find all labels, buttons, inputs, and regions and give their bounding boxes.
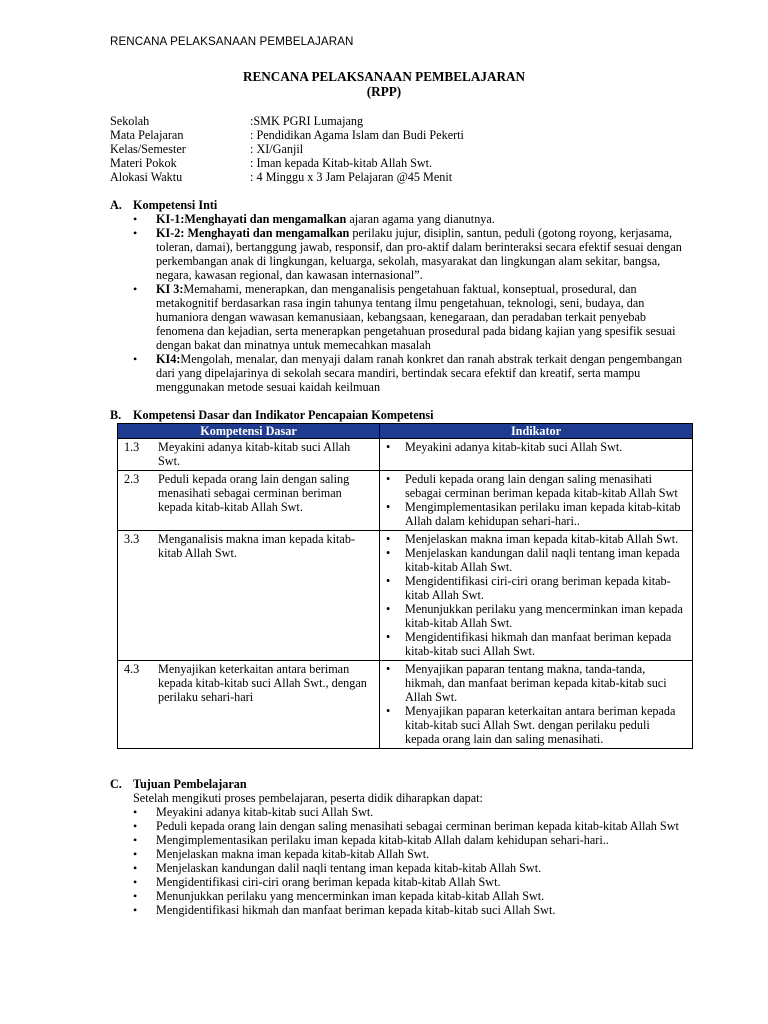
indicator-text: Mengidentifikasi hikmah dan manfaat beriman kepada kitab-kitab suci Allah Swt. xyxy=(405,630,672,658)
title-line-2: (RPP) xyxy=(366,84,402,99)
list-item xyxy=(133,819,693,833)
item-bold-lead: KI 3: xyxy=(156,282,184,296)
item-bold-lead: KI-2: Menghayati dan mengamalkan xyxy=(156,226,350,240)
list-item xyxy=(133,805,693,819)
bullet-icon: • xyxy=(133,282,138,296)
column-header-kd: Kompetensi Dasar xyxy=(118,424,380,439)
list-item xyxy=(133,847,693,861)
bullet-icon: • xyxy=(133,875,138,889)
indicator-cell xyxy=(380,661,693,749)
item-text: Peduli kepada orang lain dengan saling menasihati sebagai cerminan beriman kepada kitab-kitab Allah Swt xyxy=(156,819,679,833)
table-row xyxy=(118,439,693,471)
title-line-1: RENCANA PELAKSANAAN PEMBELAJARAN xyxy=(242,69,526,84)
item-text: Menjelaskan kandungan dalil naqli tentang iman kepada kitab-kitab Allah Swt. xyxy=(156,861,542,875)
list-item xyxy=(133,226,693,282)
bullet-icon: • xyxy=(133,833,138,847)
kd-cell xyxy=(118,471,380,531)
kd-number: 3.3 xyxy=(124,532,140,546)
bullet-icon: • xyxy=(386,500,391,514)
list-item xyxy=(133,352,693,394)
identity-separator: : xyxy=(250,128,257,142)
running-header: RENCANA PELAKSANAAN PEMBELAJARAN xyxy=(110,35,354,48)
identity-label: Materi Pokok xyxy=(110,156,177,170)
section-a-heading xyxy=(110,198,217,212)
identity-value: Pendidikan Agama Islam dan Budi Pekerti xyxy=(256,128,464,142)
indicator-text: Menunjukkan perilaku yang mencerminkan iman kepada kitab-kitab Allah Swt. xyxy=(405,602,683,630)
table-header-row xyxy=(118,424,693,439)
indicator-text: Mengimplementasikan perilaku iman kepada kitab-kitab Allah dalam kehidupan sehari-hari.. xyxy=(405,500,681,528)
bullet-icon: • xyxy=(386,574,391,588)
section-letter: C. xyxy=(110,777,122,791)
indicator-item xyxy=(383,472,689,500)
section-b-heading xyxy=(110,408,434,422)
item-text: Mengidentifikasi hikmah dan manfaat beriman kepada kitab-kitab suci Allah Swt. xyxy=(156,903,556,917)
section-title: Kompetensi Dasar dan Indikator Pencapaian Kompetensi xyxy=(133,408,434,422)
list-item xyxy=(133,903,693,917)
kd-text: Meyakini adanya kitab-kitab suci Allah Swt. xyxy=(158,440,351,468)
identity-row xyxy=(110,170,464,184)
column-header-indikator: Indikator xyxy=(380,424,693,439)
indicator-text: Menyajikan paparan tentang makna, tanda-tanda, hikmah, dan manfaat beriman kepada kitab-kitab suci Allah Swt. xyxy=(405,662,667,704)
bullet-icon: • xyxy=(386,472,391,486)
section-title: Kompetensi Inti xyxy=(133,198,218,212)
item-bold-lead: KI-1:Menghayati dan mengamalkan xyxy=(156,212,347,226)
kd-number: 4.3 xyxy=(124,662,140,676)
identity-label: Sekolah xyxy=(110,114,150,128)
indicator-text: Menjelaskan kandungan dalil naqli tentang iman kepada kitab-kitab Allah Swt. xyxy=(405,546,680,574)
section-title: Tujuan Pembelajaran xyxy=(133,777,247,791)
kd-cell xyxy=(118,531,380,661)
list-item xyxy=(133,833,693,847)
section-c-heading xyxy=(110,777,247,791)
table-row xyxy=(118,471,693,531)
bullet-icon: • xyxy=(133,819,138,833)
indicator-item xyxy=(383,704,689,746)
indicator-text: Mengidentifikasi ciri-ciri orang beriman kepada kitab-kitab Allah Swt. xyxy=(405,574,671,602)
kd-number: 2.3 xyxy=(124,472,140,486)
indicator-item xyxy=(383,440,689,454)
bullet-icon: • xyxy=(133,805,138,819)
kd-text: Menganalisis makna iman kepada kitab-kitab Allah Swt. xyxy=(158,532,355,560)
indicator-item xyxy=(383,602,689,630)
identity-separator: : xyxy=(250,114,254,128)
bullet-icon: • xyxy=(133,847,138,861)
indicator-cell xyxy=(380,531,693,661)
bullet-icon: • xyxy=(133,889,138,903)
indicator-text: Peduli kepada orang lain dengan saling menasihati sebagai cerminan beriman kepada kitab-kitab Allah Swt xyxy=(405,472,678,500)
bullet-icon: • xyxy=(133,861,138,875)
indicator-cell xyxy=(380,439,693,471)
table-row xyxy=(118,661,693,749)
identity-row xyxy=(110,114,464,128)
tujuan-list xyxy=(133,805,693,917)
indicator-cell xyxy=(380,471,693,531)
list-item xyxy=(133,889,693,903)
indicator-item xyxy=(383,500,689,528)
item-text: Menjelaskan makna iman kepada kitab-kitab Allah Swt. xyxy=(156,847,430,861)
kd-indicator-table xyxy=(117,423,693,749)
item-text: Memahami, menerapkan, dan menganalisis pengetahuan faktual, konseptual, prosedural, dan metakognitif berdasarkan rasa ingin tahunya tentang ilmu pengetahuan, teknologi, seni, budaya, dan humaniora dengan wawasan kemanusiaan, kebangsaan, kenegaraan, dan peradaban terkait penyebab fenomena dan kejadian, serta menerapkan pengetahuan prosedural pada bidang kajian yang spesifik sesuai dengan bakat dan minatnya untuk memecahkan masalah xyxy=(156,282,676,352)
indicator-item xyxy=(383,662,689,704)
indicator-item xyxy=(383,546,689,574)
section-letter: A. xyxy=(110,198,122,212)
bullet-icon: • xyxy=(133,212,138,226)
bullet-icon: • xyxy=(386,630,391,644)
bullet-icon: • xyxy=(133,352,138,366)
item-text: Mengidentifikasi ciri-ciri orang beriman kepada kitab-kitab Allah Swt. xyxy=(156,875,501,889)
item-text: Menunjukkan perilaku yang mencerminkan iman kepada kitab-kitab Allah Swt. xyxy=(156,889,545,903)
bullet-icon: • xyxy=(386,704,391,718)
section-letter: B. xyxy=(110,408,122,422)
indicator-item xyxy=(383,630,689,658)
list-item xyxy=(133,212,693,226)
identity-separator: : xyxy=(250,170,257,184)
kd-text: Peduli kepada orang lain dengan saling menasihati sebagai cerminan beriman kepada kitab-kitab Allah Swt. xyxy=(158,472,350,514)
item-text: perilaku jujur, disiplin, santun, peduli (gotong royong, kerjasama, toleran, damai), bertanggung jawab, responsif, dan pro-aktif dalam berinteraksi secara efektif sesuai dengan perkembangan anak di lingkungan, keluarga, sekolah, masyarakat dan lingkungan alam sekitar, bangsa, negara, kawasan regional, dan kawasan internasional”. xyxy=(156,226,682,282)
document-title xyxy=(0,69,768,99)
table-row xyxy=(118,531,693,661)
indicator-text: Meyakini adanya kitab-kitab suci Allah Swt. xyxy=(405,440,623,454)
kd-text: Menyajikan keterkaitan antara beriman kepada kitab-kitab suci Allah Swt., dengan perilaku sehari-hari xyxy=(158,662,367,704)
kompetensi-inti-list xyxy=(133,212,693,394)
kd-number: 1.3 xyxy=(124,440,140,454)
identity-value: Iman kepada Kitab-kitab Allah Swt. xyxy=(256,156,433,170)
identity-value: 4 Minggu x 3 Jam Pelajaran @45 Menit xyxy=(256,170,453,184)
identity-separator: : xyxy=(250,142,257,156)
identity-row xyxy=(110,128,464,142)
section-c-intro: Setelah mengikuti proses pembelajaran, peserta didik diharapkan dapat: xyxy=(133,791,483,805)
identity-label: Mata Pelajaran xyxy=(110,128,184,142)
identity-value: SMK PGRI Lumajang xyxy=(253,114,364,128)
identity-label: Kelas/Semester xyxy=(110,142,186,156)
item-text: Mengolah, menalar, dan menyaji dalam ranah konkret dan ranah abstrak terkait dengan pengembangan dari yang dipelajarinya di sekolah secara mandiri, bertindak secara efektif dan kreatif, serta mampu menggunakan metode sesuai kaidah keilmuan xyxy=(156,352,683,394)
bullet-icon: • xyxy=(386,662,391,676)
item-text: ajaran agama yang dianutnya. xyxy=(346,212,495,226)
indicator-text: Menjelaskan makna iman kepada kitab-kitab Allah Swt. xyxy=(405,532,679,546)
indicator-item xyxy=(383,532,689,546)
identity-separator: : xyxy=(250,156,257,170)
indicator-item xyxy=(383,574,689,602)
bullet-icon: • xyxy=(386,546,391,560)
bullet-icon: • xyxy=(386,440,391,454)
kd-cell xyxy=(118,661,380,749)
identity-value: XI/Ganjil xyxy=(256,142,304,156)
identity-block xyxy=(110,114,464,184)
identity-label: Alokasi Waktu xyxy=(110,170,183,184)
list-item xyxy=(133,875,693,889)
identity-row xyxy=(110,156,464,170)
indicator-text: Menyajikan paparan keterkaitan antara beriman kepada kitab-kitab suci Allah Swt. dengan perilaku peduli kepada orang lain dan saling menasihati. xyxy=(405,704,676,746)
list-item xyxy=(133,861,693,875)
bullet-icon: • xyxy=(386,602,391,616)
bullet-icon: • xyxy=(133,903,138,917)
list-item xyxy=(133,282,693,352)
item-text: Mengimplementasikan perilaku iman kepada kitab-kitab Allah dalam kehidupan sehari-hari.. xyxy=(156,833,609,847)
bullet-icon: • xyxy=(133,226,138,240)
item-text: Meyakini adanya kitab-kitab suci Allah Swt. xyxy=(156,805,374,819)
bullet-icon: • xyxy=(386,532,391,546)
item-bold-lead: KI4: xyxy=(156,352,181,366)
kd-cell xyxy=(118,439,380,471)
identity-row xyxy=(110,142,464,156)
